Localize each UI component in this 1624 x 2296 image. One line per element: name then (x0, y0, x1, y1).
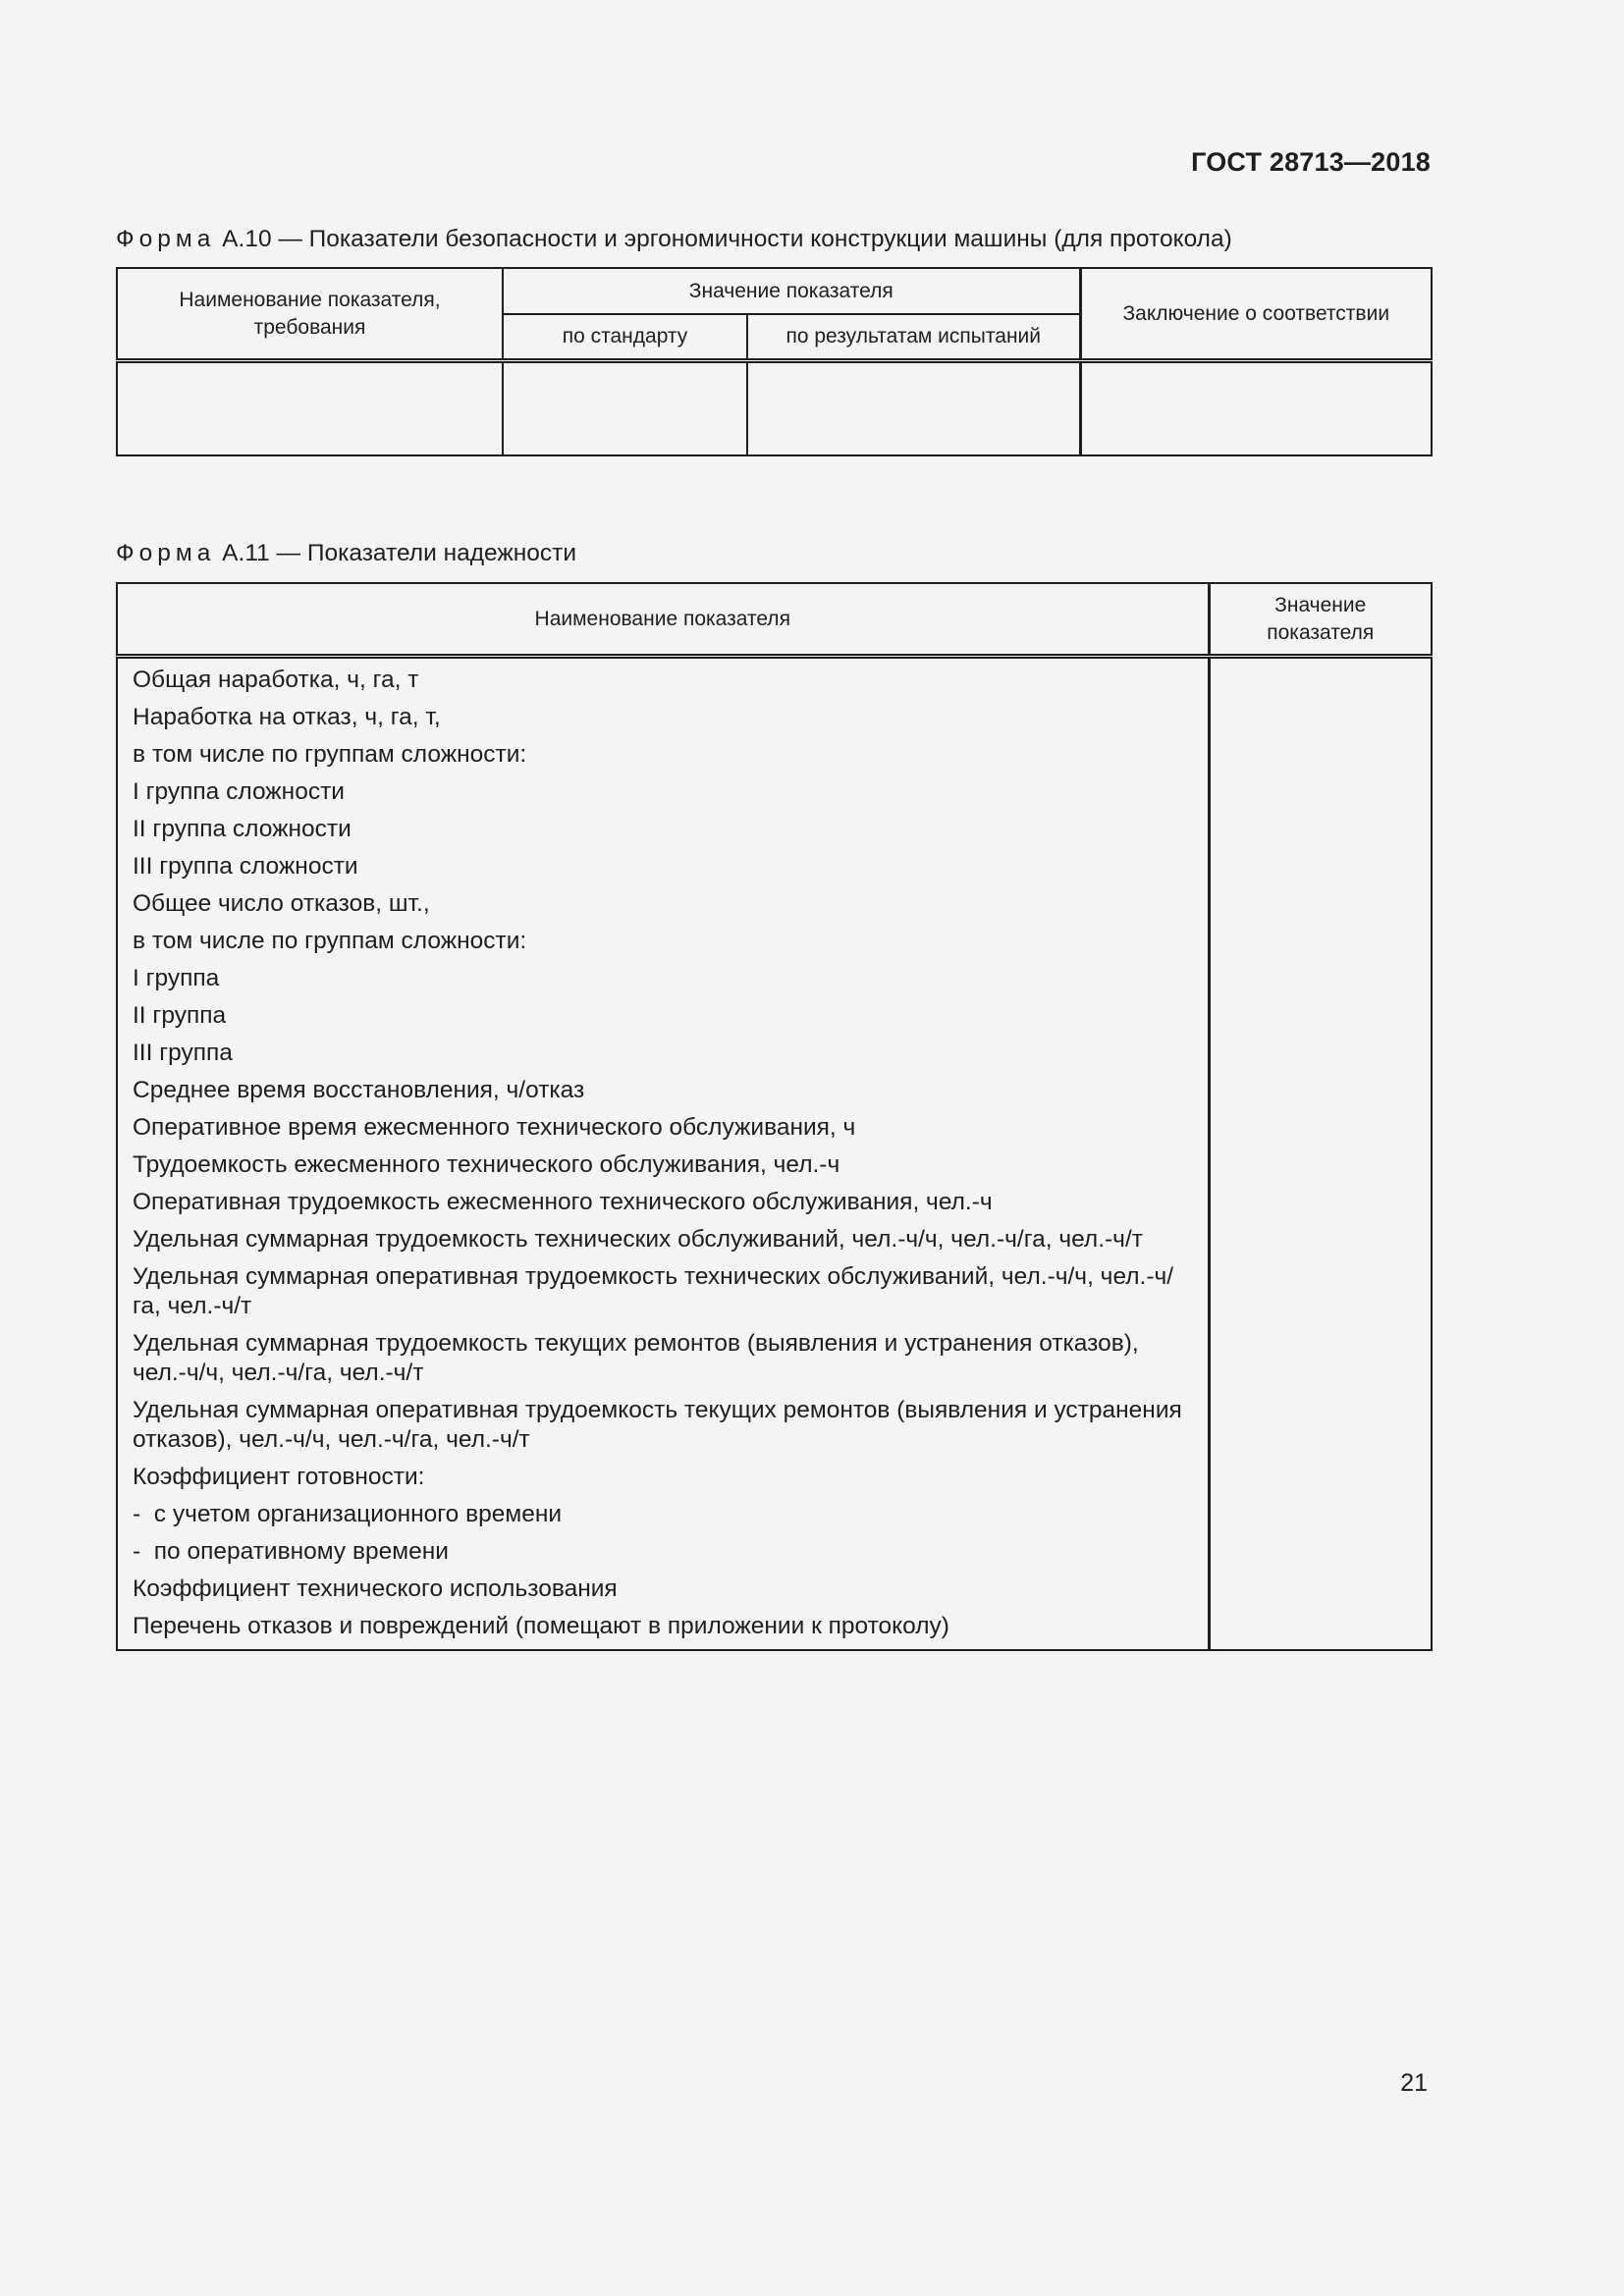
list-item: I группа сложности (133, 778, 345, 805)
list-item: Оперативная трудоемкость ежесменного технического обслуживания, чел.-ч (133, 1189, 993, 1215)
column-header-by-test-results: по результатам испытаний (747, 314, 1080, 361)
list-item: III группа (133, 1040, 233, 1066)
cell-by-test-results (747, 361, 1080, 456)
form-a11-caption-text: А.11 — Показатели надежности (215, 540, 577, 566)
list-item: Коэффициент готовности: (133, 1464, 425, 1490)
list-item: Удельная суммарная трудоемкость технических обслуживаний, чел.-ч/ч, чел.-ч/га, чел.-ч/т (133, 1226, 1143, 1253)
column-header-conclusion: Заключение о соответствии (1080, 268, 1432, 361)
form-a11-caption (116, 540, 576, 567)
column-header-by-standard: по стандарту (503, 314, 747, 361)
list-item: II группа (133, 1002, 227, 1029)
list-item: III группа сложности (133, 853, 358, 880)
form-a11-table (116, 582, 1433, 1651)
cell-conclusion (1080, 361, 1432, 456)
table-row (117, 361, 1432, 456)
list-item: Перечень отказов и повреждений (помещают в приложении к протоколу) (133, 1613, 949, 1639)
cell-name (117, 361, 503, 456)
list-item: I группа (133, 965, 220, 991)
list-item: Трудоемкость ежесменного технического обслуживания, чел.-ч (133, 1151, 840, 1178)
column-header-indicator-name: Наименование показателя (117, 583, 1209, 657)
column-header-value-group: Значение показателя (503, 268, 1080, 314)
list-item: Наработка на отказ, ч, га, т, (133, 704, 441, 730)
column-header-indicator-value: Значение показателя (1209, 583, 1432, 657)
form-a11-caption-prefix: Форма (116, 540, 216, 566)
cell-by-standard (503, 361, 747, 456)
indicator-value-column (1209, 657, 1432, 1651)
standard-code: ГОСТ 28713—2018 (1191, 147, 1431, 177)
list-item: в том числе по группам сложности: (133, 741, 527, 768)
list-item: - по оперативному времени (133, 1537, 1194, 1567)
list-item: в том числе по группам сложности: (133, 928, 527, 954)
page-number: 21 (1400, 2069, 1428, 2097)
list-item: Общее число отказов, шт., (133, 890, 430, 917)
form-a10-caption-text: А.10 — Показатели безопасности и эргономичности конструкции машины (для протокола) (215, 226, 1232, 252)
form-a10-caption (116, 226, 1232, 253)
form-a10-table (116, 267, 1433, 456)
indicator-list (117, 657, 1209, 1651)
list-item: Удельная суммарная трудоемкость текущих ремонтов (выявления и устранения отказов), чел.-ч/ч, чел.-ч/га, чел.-ч/т (133, 1330, 1139, 1386)
form-a10-caption-prefix: Форма (116, 226, 216, 252)
list-item: Удельная суммарная оперативная трудоемкость текущих ремонтов (выявления и устранения отказов), чел.-ч/ч, чел.-ч/га, чел.-ч/т (133, 1397, 1182, 1453)
list-item: - с учетом организационного времени (133, 1500, 1194, 1529)
list-item: II группа сложности (133, 816, 352, 842)
list-item: Общая наработка, ч, га, т (133, 667, 419, 693)
list-item: Удельная суммарная оперативная трудоемкость технических обслуживаний, чел.-ч/ч, чел.-ч/га, чел.-ч/т (133, 1263, 1174, 1319)
list-item: Коэффициент технического использования (133, 1575, 618, 1602)
list-item: Оперативное время ежесменного технического обслуживания, ч (133, 1114, 856, 1141)
column-header-name: Наименование показателя, требования (117, 268, 503, 361)
list-item: Среднее время восстановления, ч/отказ (133, 1077, 585, 1103)
